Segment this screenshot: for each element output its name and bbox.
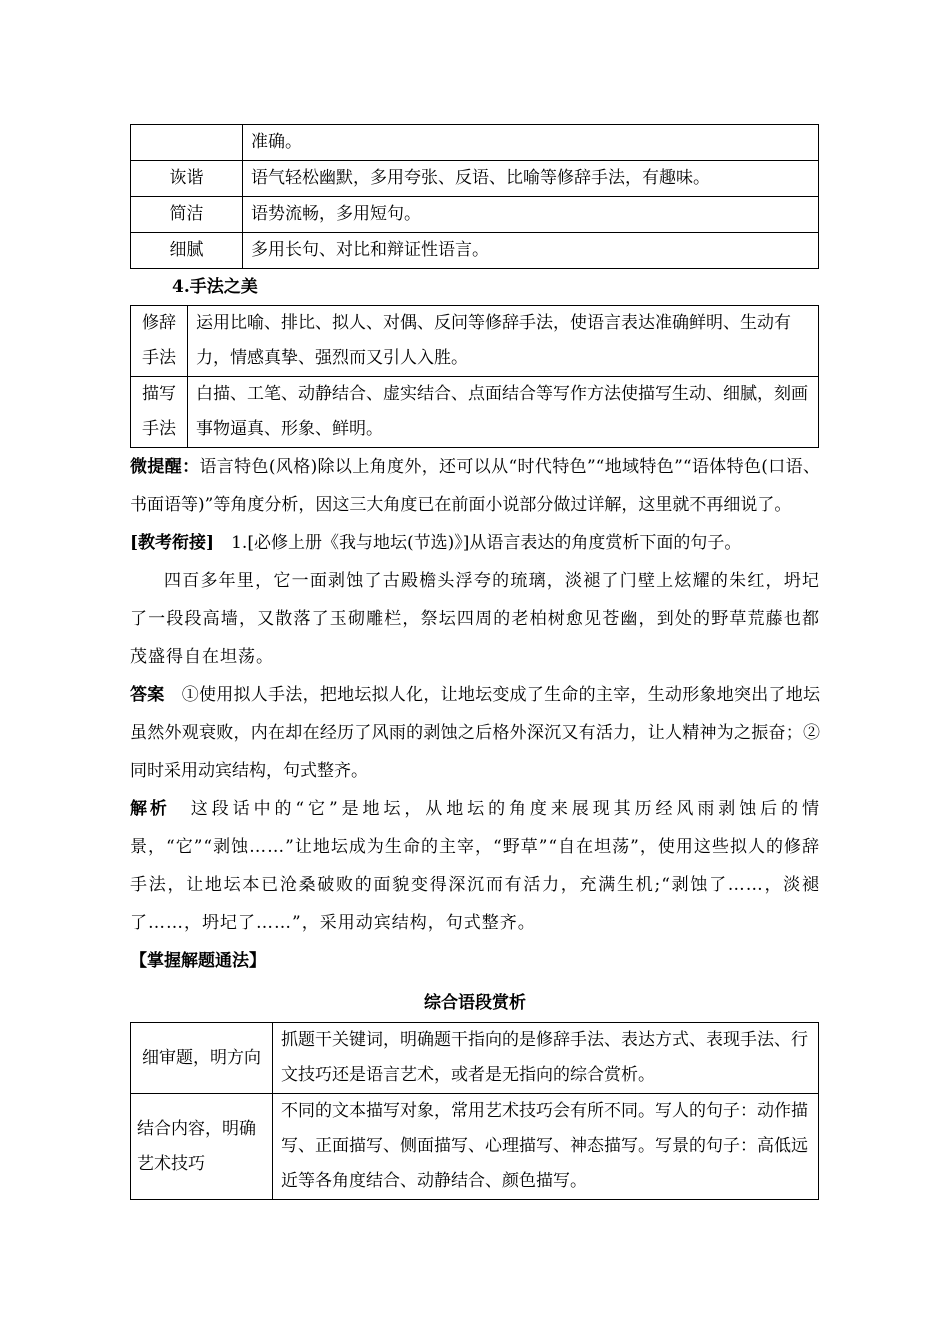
exam-passage: 四百多年里，它一面剥蚀了古殿檐头浮夸的琉璃，淡褪了门壁上炫耀的朱红，坍圮了一段段高墙，又散落了玉砌雕栏，祭坛四周的老柏树愈见苍幽，到处的野草荒藤也都茂盛得自在坦荡。 xyxy=(130,571,820,667)
table-cell-label: 诙谐 xyxy=(131,161,243,197)
label-line: 描写 xyxy=(142,384,176,404)
table-row xyxy=(131,1094,819,1200)
table-cell-text: 多用长句、对比和辩证性语言。 xyxy=(243,233,819,269)
table-cell-label: 简洁 xyxy=(131,197,243,233)
table-row xyxy=(131,233,819,269)
document-page xyxy=(130,124,820,1200)
exam-question xyxy=(130,524,820,562)
analysis-paragraph xyxy=(130,790,820,942)
tip-text: 语言特色(风格)除以上角度外，还可以从“时代特色”“地域特色”“语体特色(口语、书面语等)”等角度分析，因这三大角度已在前面小说部分做过详解，这里就不再细说了。 xyxy=(130,457,820,515)
table-row xyxy=(131,377,819,448)
table-cell-label: 细腻 xyxy=(131,233,243,269)
table-row xyxy=(131,161,819,197)
table-cell-text: 抓题干关键词，明确题干指向的是修辞手法、表达方式、表现手法、行文技巧还是语言艺术，或者是无指向的综合赏析。 xyxy=(273,1023,819,1094)
answer-paragraph xyxy=(130,676,820,790)
table-row xyxy=(131,306,819,377)
analysis-label: 解析 xyxy=(130,799,170,819)
exam-question-text: 1.[必修上册《我与地坛(节选)》]从语言表达的角度赏析下面的句子。 xyxy=(214,533,742,553)
table-cell-label xyxy=(131,306,188,377)
exam-label: [教考衔接] xyxy=(130,533,215,553)
technique-table xyxy=(130,305,819,448)
table-cell-text: 语势流畅，多用短句。 xyxy=(243,197,819,233)
tip-label: 微提醒： xyxy=(130,457,200,477)
label-line: 手法 xyxy=(142,348,176,368)
table-cell-text: 不同的文本描写对象，常用艺术技巧会有所不同。写人的句子：动作描写、正面描写、侧面描写、心理描写、神态描写。写景的句子：高低远近等各角度结合、动静结合、颜色描写。 xyxy=(273,1094,819,1200)
label-line: 修辞 xyxy=(142,313,176,333)
language-style-table xyxy=(130,124,819,269)
answer-text: ①使用拟人手法，把地坛拟人化，让地坛变成了生命的主宰，生动形象地突出了地坛虽然外观衰败，内在却在经历了风雨的剥蚀之后格外深沉又有活力，让人精神为之振奋；②同时采用动宾结构，句式整齐。 xyxy=(130,685,821,781)
table-cell-label: 结合内容，明确艺术技巧 xyxy=(131,1094,273,1200)
table-row xyxy=(131,1023,819,1094)
analysis-text: 这段话中的“它”是地坛，从地坛的角度来展现其历经风雨剥蚀后的情景，“它”“剥蚀……”让地坛成为生命的主宰，“野草”“自在坦荡”，使用这些拟人的修辞手法，让地坛本已沧桑破败的面貌变得深沉而有活力，充满生机;“剥蚀了……，淡褪了……，坍圮了……”，采用动宾结构，句式整齐。 xyxy=(130,799,820,933)
table-cell-label xyxy=(131,125,243,161)
label-line: 手法 xyxy=(142,419,176,439)
table-row xyxy=(131,125,819,161)
table-cell-label: 细审题，明方向 xyxy=(131,1023,273,1094)
method-table xyxy=(130,1022,819,1200)
table-cell-label xyxy=(131,377,188,448)
table-cell-text: 白描、工笔、动静结合、虚实结合、点面结合等写作方法使描写生动、细腻，刻画事物逼真、形象、鲜明。 xyxy=(188,377,819,448)
table-cell-text: 准确。 xyxy=(243,125,819,161)
table-cell-text: 运用比喻、排比、拟人、对偶、反问等修辞手法，使语言表达准确鲜明、生动有力，情感真挚、强烈而又引人入胜。 xyxy=(188,306,819,377)
table-row xyxy=(131,197,819,233)
answer-label: 答案 xyxy=(130,685,165,705)
method-table-title: 综合语段赏析 xyxy=(424,993,526,1013)
method-heading: 【掌握解题通法】 xyxy=(130,951,266,971)
tip-paragraph xyxy=(130,448,820,524)
table-cell-text: 语气轻松幽默，多用夸张、反语、比喻等修辞手法，有趣味。 xyxy=(243,161,819,197)
section-heading: 4.手法之美 xyxy=(172,277,258,297)
